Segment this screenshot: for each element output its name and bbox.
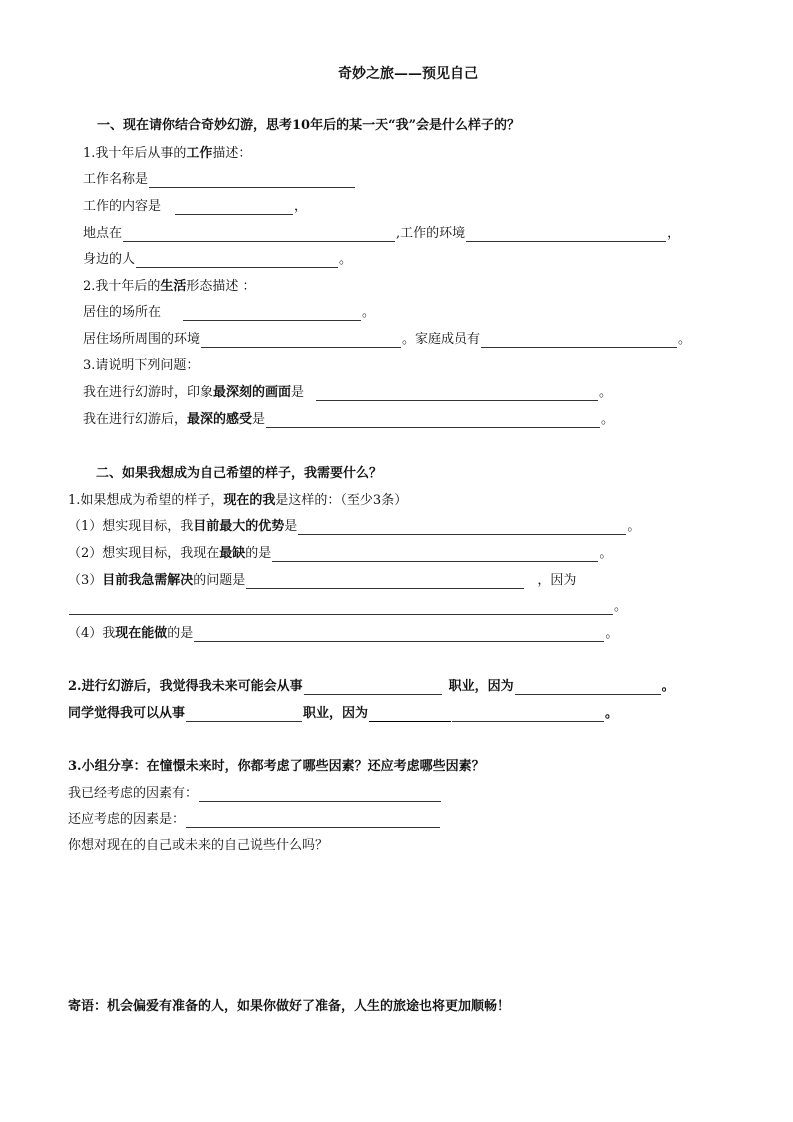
item3-because: ，因为 <box>537 573 577 588</box>
impression-prefix: 我在进行幻游时，印象 <box>83 385 214 400</box>
item4-line <box>68 626 618 642</box>
footer-message: 寄语：机会偏爱有准备的人，如果你做好了准备，人生的旅途也将更加顺畅！ <box>68 999 511 1014</box>
page-title: 奇妙之旅——预见自己 <box>338 66 478 82</box>
feeling-prefix: 我在进行幻游后， <box>83 412 188 427</box>
future-career-blank[interactable] <box>304 680 442 695</box>
classmate-career-blank[interactable] <box>186 707 302 722</box>
item3-bold: 目前我急需解决 <box>102 573 194 588</box>
item3-continuation-blank[interactable] <box>69 600 613 615</box>
family-blank[interactable] <box>481 333 677 348</box>
considered-blank[interactable] <box>199 787 441 802</box>
impression-bold: 最深刻的画面 <box>213 385 292 400</box>
item3-suffix: 的问题是 <box>193 573 246 588</box>
item2-blank[interactable] <box>272 547 598 562</box>
work-env-blank[interactable] <box>466 227 666 242</box>
classmate-reason-blank-b[interactable] <box>452 707 604 722</box>
s2-q2-line2-mid: 职业，因为 <box>303 706 369 721</box>
impression-suffix: 是 <box>291 385 305 400</box>
s2-q2-line1-mid: 职业，因为 <box>448 679 514 694</box>
residence-period: 。 <box>362 305 376 320</box>
people-label: 身边的人 <box>83 252 136 267</box>
considered-line <box>68 786 442 802</box>
residence-line <box>83 305 375 321</box>
item2-period: 。 <box>599 546 613 561</box>
should-consider-label: 还应考虑的因素是： <box>68 812 186 827</box>
s2-q1-suffix: 是这样的：（至少3条） <box>275 493 408 508</box>
feeling-period: 。 <box>601 412 615 427</box>
s2-q2-line1-period: 。 <box>661 679 675 694</box>
s2-q3-heading: 3.小组分享：在憧憬未来时，你都考虑了哪些因素？还应考虑哪些因素？ <box>68 759 485 774</box>
item1-line <box>68 519 640 535</box>
item1-prefix: （1）想实现目标，我 <box>68 519 194 534</box>
job-name-line <box>83 172 356 188</box>
s2-q2-line2-period: 。 <box>605 706 619 721</box>
item4-prefix: （4）我 <box>68 626 116 641</box>
surroundings-label: 居住场所周围的环境 <box>83 332 201 347</box>
location-line <box>83 226 680 242</box>
job-name-label: 工作名称是 <box>83 172 149 187</box>
s2-q2-line2-prefix: 同学觉得我可以从事 <box>68 706 186 721</box>
s2-q2-line2 <box>68 706 618 722</box>
feeling-bold: 最深的感受 <box>187 412 253 427</box>
residence-blank[interactable] <box>183 306 361 321</box>
impression-line <box>83 385 612 401</box>
section2-heading: 二、如果我想成为自己希望的样子，我需要什么？ <box>96 466 383 481</box>
item2-suffix: 的是 <box>245 546 272 561</box>
residence-label: 居住的场所在 <box>83 305 162 320</box>
feeling-line <box>83 412 614 428</box>
s1-q1-suffix: 描述： <box>212 146 252 161</box>
s1-q2-suffix: 形态描述 ： <box>186 279 256 294</box>
impression-blank[interactable] <box>316 386 598 401</box>
item3-continuation-period: 。 <box>614 599 628 614</box>
should-consider-blank[interactable] <box>186 813 440 828</box>
item1-suffix: 是 <box>284 519 298 534</box>
considered-label: 我已经考虑的因素有： <box>68 786 199 801</box>
should-consider-line <box>68 812 441 828</box>
location-label: 地点在 <box>83 226 123 241</box>
job-content-label: 工作的内容是 <box>83 199 162 214</box>
future-career-reason-blank[interactable] <box>515 680 661 695</box>
location-blank[interactable] <box>123 227 395 242</box>
item1-bold: 目前最大的优势 <box>193 519 285 534</box>
s1-q2-line <box>83 279 256 295</box>
work-env-label: ,工作的环境 <box>396 226 466 241</box>
item3-prefix: （3） <box>68 573 103 588</box>
section1-heading: 一、现在请你结合奇妙幻游，思考10年后的某一天“我”会是什么样子的？ <box>97 118 521 133</box>
item4-period: 。 <box>605 626 619 641</box>
people-period: 。 <box>339 252 353 267</box>
item2-prefix: （2）想实现目标，我现在 <box>68 546 220 561</box>
say-line: 你想对现在的自己或未来的自己说些什么吗？ <box>68 838 329 853</box>
item1-blank[interactable] <box>298 520 626 535</box>
s2-q2-line1-prefix: 2.进行幻游后，我觉得我未来可能会从事 <box>68 679 303 694</box>
job-name-blank[interactable] <box>149 173 355 188</box>
s1-q2-bold: 生活 <box>160 279 187 294</box>
s1-q3-line: 3.请说明下列问题： <box>83 358 200 373</box>
item3-continuation-line <box>68 599 627 615</box>
item4-blank[interactable] <box>194 627 604 642</box>
feeling-blank[interactable] <box>266 413 600 428</box>
s1-q1-bold: 工作 <box>186 146 213 161</box>
s1-q1-line <box>83 146 251 162</box>
item4-bold: 现在能做 <box>115 626 168 641</box>
s1-q1-prefix: 1.我十年后从事的 <box>83 146 187 161</box>
job-content-blank[interactable] <box>175 200 293 215</box>
job-content-comma: ， <box>294 199 308 214</box>
feeling-suffix: 是 <box>252 412 266 427</box>
people-blank[interactable] <box>136 253 338 268</box>
job-content-line <box>83 199 307 215</box>
item1-period: 。 <box>627 519 641 534</box>
people-line <box>83 252 352 268</box>
s2-q1-prefix: 1.如果想成为希望的样子， <box>68 493 224 508</box>
surroundings-blank[interactable] <box>201 333 401 348</box>
impression-period: 。 <box>599 385 613 400</box>
family-label: 。家庭成员有 <box>402 332 481 347</box>
s2-q2-line1 <box>68 679 675 695</box>
item2-bold: 最缺 <box>219 546 246 561</box>
item2-line <box>68 546 612 562</box>
classmate-reason-blank-a[interactable] <box>369 707 451 722</box>
work-env-comma: ， <box>667 226 681 241</box>
s2-q1-bold: 现在的我 <box>223 493 276 508</box>
item4-suffix: 的是 <box>167 626 194 641</box>
surroundings-line <box>83 332 691 348</box>
s2-q1-line <box>68 493 407 509</box>
family-period: 。 <box>678 332 692 347</box>
s1-q2-prefix: 2.我十年后的 <box>83 279 161 294</box>
item3-blank[interactable] <box>246 574 524 589</box>
item3-line <box>68 573 576 589</box>
